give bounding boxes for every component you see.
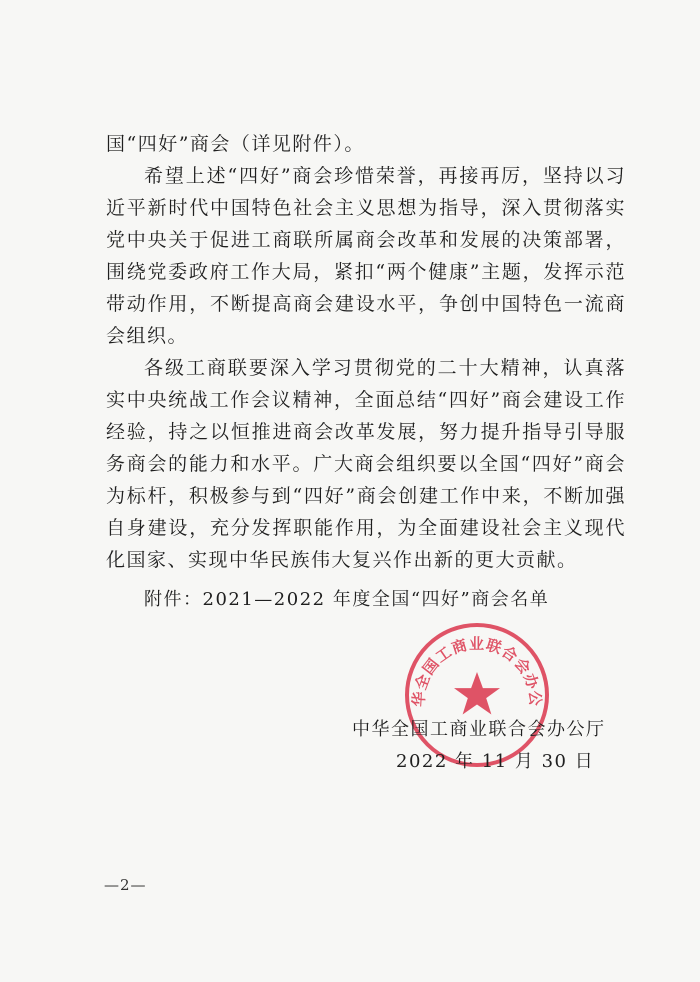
paragraph-3: 各级工商联要深入学习贯彻党的二十大精神，认真落实中央统战工作会议精神，全面总结“四好”商会建设工作经验，持之以恒推进商会改革发展，努力提升指导引导服务商会的能力和水平。广大商会组织要以全国“四好”商会为标杆，积极参与到“四好”商会创建工作中来，不断加强自身建设，充分发挥职能作用，为全面建设社会主义现代化国家、实现中华民族伟大复兴作出新的更大贡献。 [106,357,626,571]
paragraph-2: 希望上述“四好”商会珍惜荣誉，再接再厉，坚持以习近平新时代中国特色社会主义思想为指导，深入贯彻落实党中央关于促进工商联所属商会改革和发展的决策部署，围绕党委政府工作大局，紧扣“两个健康”主题，发挥示范带动作用，不断提高商会建设水平，争创中国特色一流商会组织。 [106,165,626,347]
signoff [352,715,632,773]
attachment-line: 附件：2021—2022 年度全国“四好”商会名单 [144,589,550,610]
signoff-organization: 中华全国工商业联合会办公厅 [352,719,606,740]
seal-text: 华全国工商业联合会办公 [409,635,545,708]
signoff-date: 2022 年 11 月 30 日 [396,751,595,772]
page-number: —2— [104,876,147,894]
seal-star-icon [454,672,500,715]
paragraph-1: 国“四好”商会（详见附件）。 [106,133,365,155]
body-text [106,128,626,576]
